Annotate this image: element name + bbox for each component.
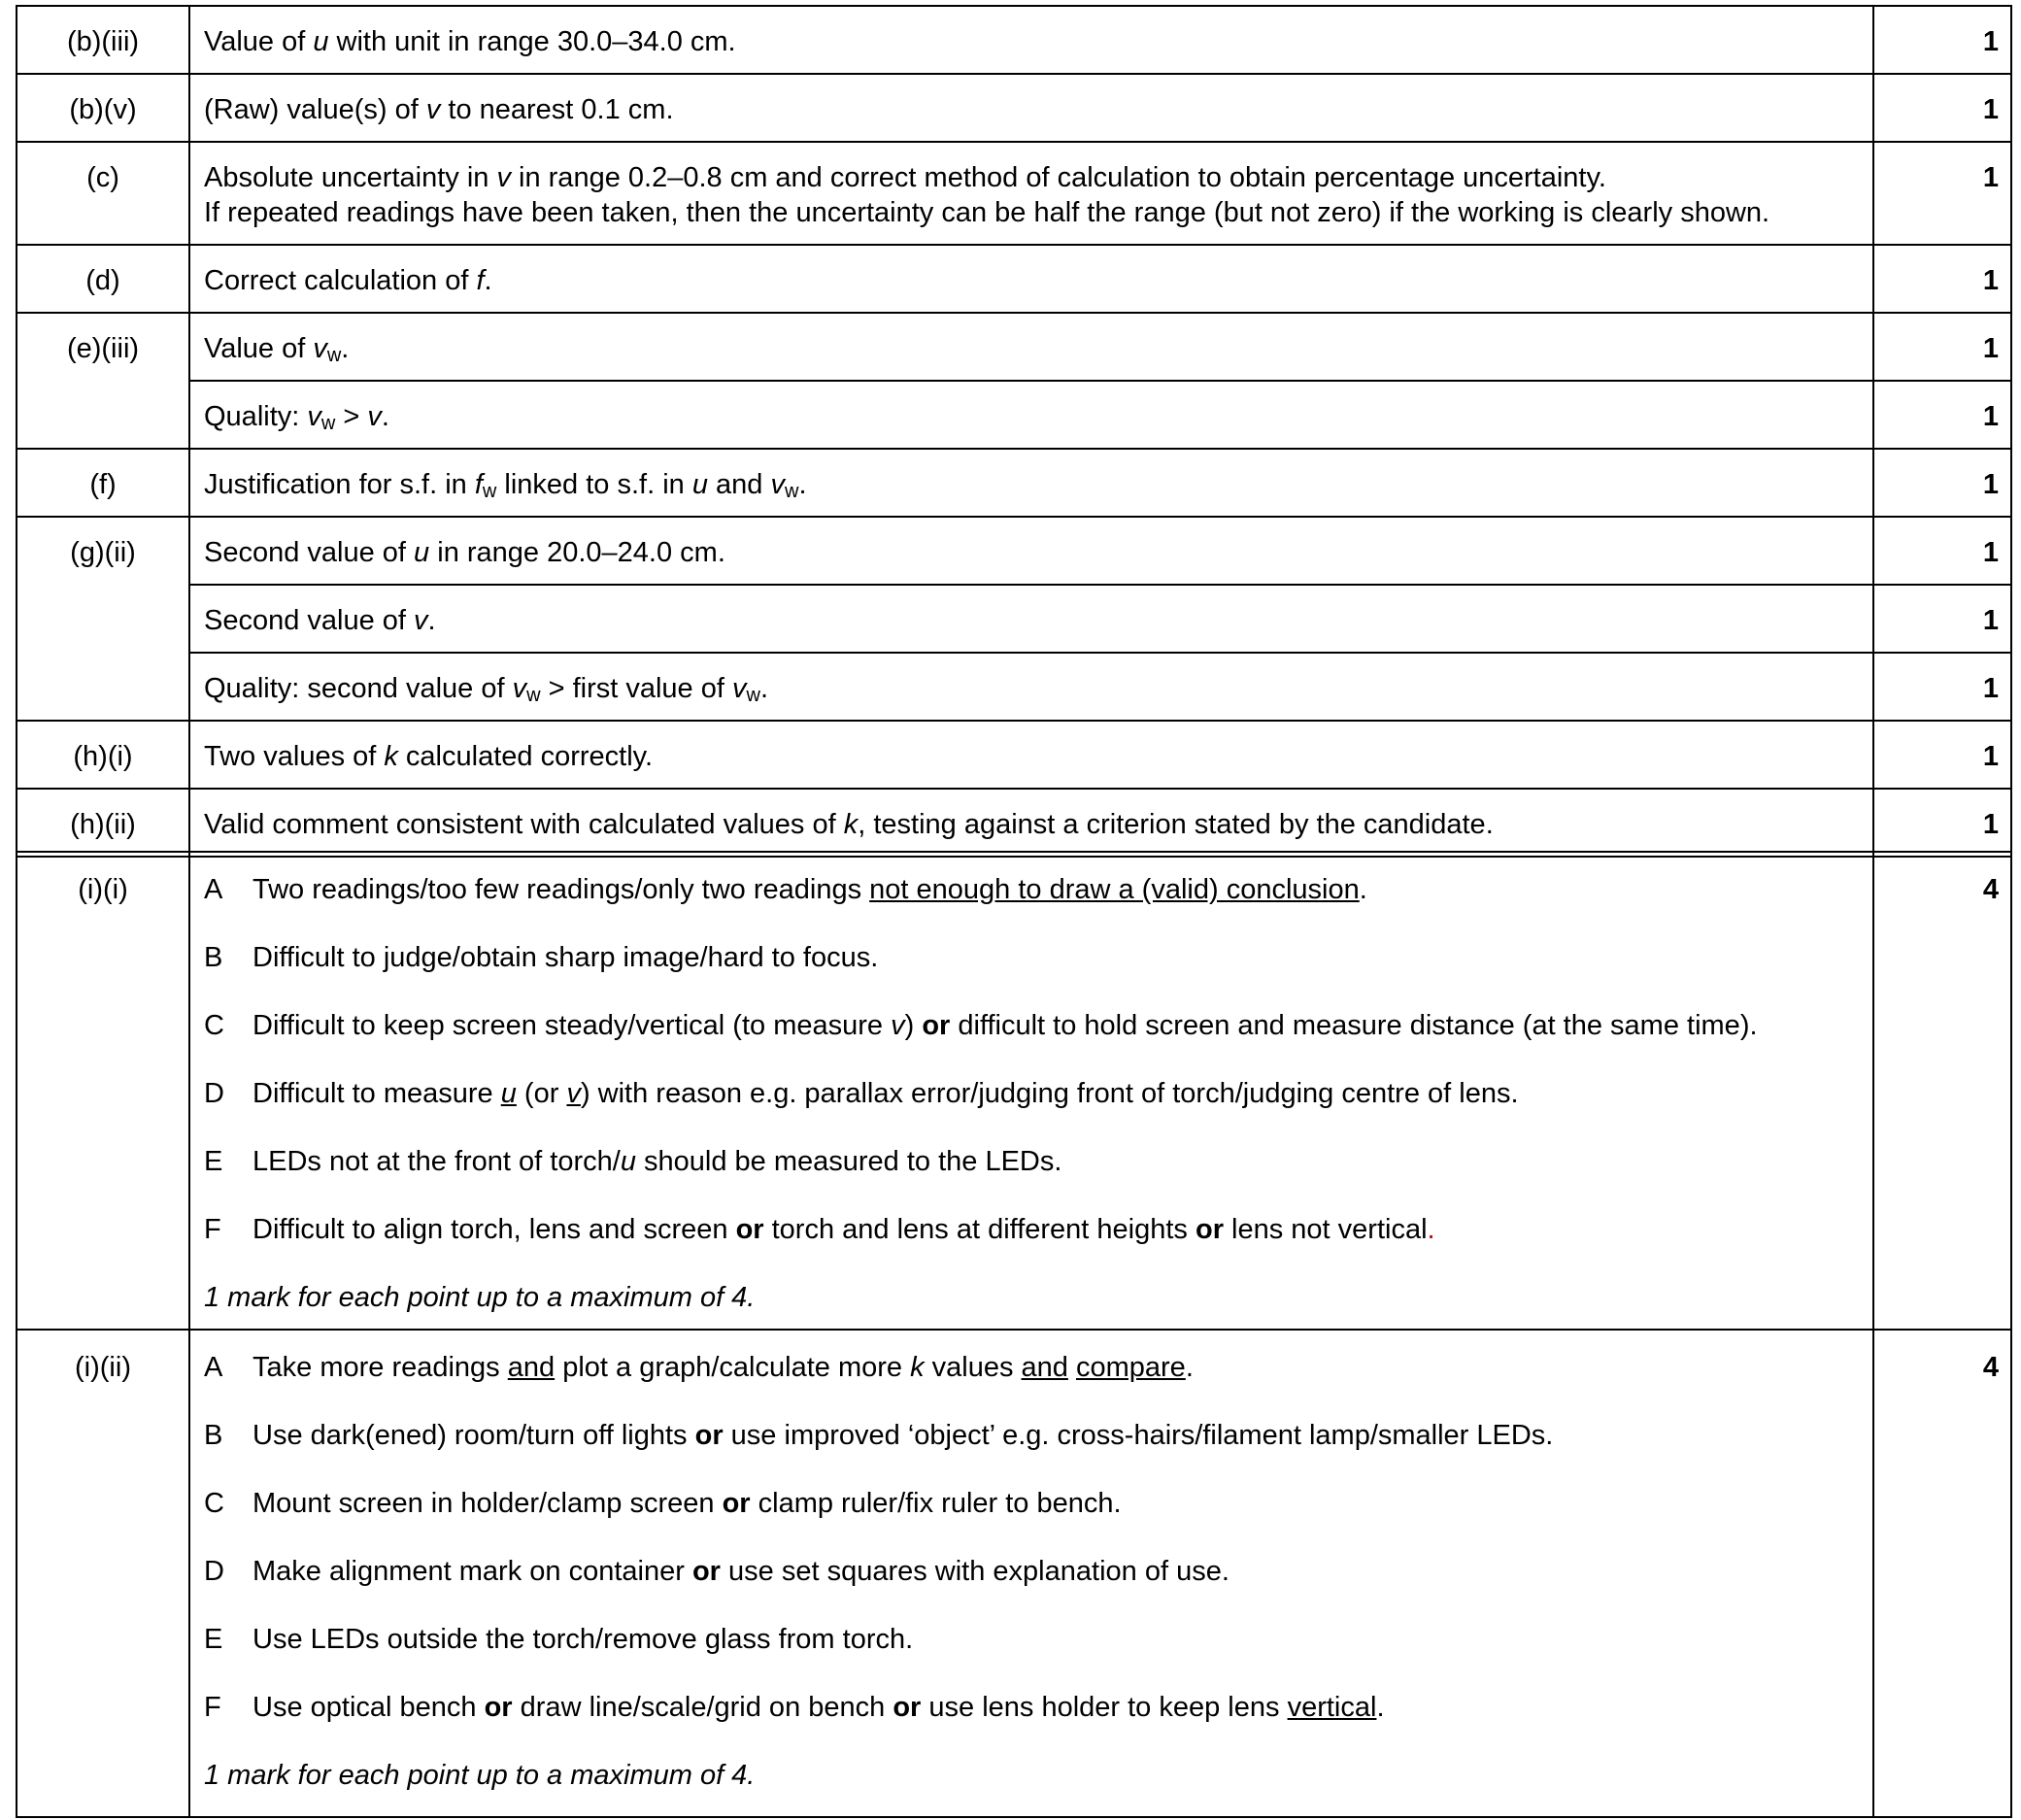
table-row xyxy=(17,142,2011,245)
point-text: Difficult to measure u (or v) with reason e.g. parallax error/judging front of torch/judging centre of lens. xyxy=(253,1078,1519,1109)
point-letter: F xyxy=(204,1214,221,1245)
point-letter: A xyxy=(204,874,223,905)
point-text: Use optical bench or draw line/scale/grid on bench or use lens holder to keep lens vertical. xyxy=(253,1692,1385,1723)
mark-value: 1 xyxy=(1873,245,2011,313)
table-row xyxy=(17,245,2011,313)
point-letter: B xyxy=(204,942,223,973)
mark-value: 1 xyxy=(1873,653,2011,721)
point-letter: E xyxy=(204,1146,223,1177)
guidance-list xyxy=(189,1330,1873,1817)
table-row xyxy=(17,381,2011,449)
point-text: Use LEDs outside the torch/remove glass from torch. xyxy=(253,1624,914,1655)
table-row xyxy=(17,585,2011,653)
point-letter: C xyxy=(204,1488,224,1519)
table-row xyxy=(17,653,2011,721)
guidance-text: Absolute uncertainty in v in range 0.2–0.8 cm and correct method of calculation to obtain percentage uncertainty. If repeated readings have been taken, then the uncertainty can be half the range (but not zero) if the working is clearly shown. xyxy=(189,142,1873,245)
marking-point xyxy=(204,940,1859,1008)
mark-value: 1 xyxy=(1873,721,2011,789)
table-row xyxy=(17,517,2011,585)
marking-point xyxy=(204,1144,1859,1212)
point-text: Difficult to keep screen steady/vertical (to measure v) or difficult to hold screen and measure distance (at the same time). xyxy=(253,1010,1758,1041)
table-row xyxy=(17,1330,2011,1817)
guidance-text: Correct calculation of f. xyxy=(189,245,1873,313)
point-text: Two readings/too few readings/only two readings not enough to draw a (valid) conclusion. xyxy=(253,874,1367,905)
marking-note: 1 mark for each point up to a maximum of 4. xyxy=(204,1760,756,1791)
table-row xyxy=(17,721,2011,789)
table-row xyxy=(17,313,2011,381)
mark-value: 1 xyxy=(1873,517,2011,585)
question-number: (f) xyxy=(17,449,189,517)
table-row xyxy=(17,6,2011,74)
mark-value: 1 xyxy=(1873,74,2011,142)
guidance-text: Valid comment consistent with calculated values of k, testing against a criterion stated by the candidate. xyxy=(189,789,1873,857)
point-letter: E xyxy=(204,1624,223,1655)
guidance-text: Value of $v_w$. xyxy=(189,313,1873,381)
table-row xyxy=(17,789,2011,857)
marking-point xyxy=(204,1008,1859,1076)
marking-point xyxy=(204,1622,1859,1690)
point-text: Difficult to align torch, lens and screen or torch and lens at different heights or lens not vertical. xyxy=(253,1214,1435,1245)
guidance-text: (Raw) value(s) of v to nearest 0.1 cm. xyxy=(189,74,1873,142)
mark-value: 1 xyxy=(1873,585,2011,653)
question-number: (h)(i) xyxy=(17,721,189,789)
point-letter: F xyxy=(204,1692,221,1723)
table-row xyxy=(17,852,2011,1330)
point-text: Use dark(ened) room/turn off lights or use improved ‘object’ e.g. cross-hairs/filament lamp/smaller LEDs. xyxy=(253,1420,1554,1451)
guidance-text: Justification for s.f. in $f_w$ linked to s.f. in u and $v_w$. xyxy=(189,449,1873,517)
mark-value: 1 xyxy=(1873,381,2011,449)
point-text: Make alignment mark on container or use set squares with explanation of use. xyxy=(253,1556,1229,1587)
guidance-list xyxy=(189,852,1873,1330)
marking-point xyxy=(204,1076,1859,1144)
guidance-text: Quality: $v_w > v$. xyxy=(189,381,1873,449)
guidance-text: Quality: second value of $v_w$ > first value of $v_w$. xyxy=(189,653,1873,721)
question-number: (c) xyxy=(17,142,189,245)
point-letter: B xyxy=(204,1420,223,1451)
marking-point xyxy=(204,1350,1859,1418)
guidance-text: Value of u with unit in range 30.0–34.0 cm. xyxy=(189,6,1873,74)
point-letter: A xyxy=(204,1352,223,1383)
mark-value: 4 xyxy=(1873,1330,2011,1817)
mark-scheme-table-lower xyxy=(16,851,2012,1818)
question-number: (b)(v) xyxy=(17,74,189,142)
mark-scheme-table-upper xyxy=(16,5,2012,858)
marking-point xyxy=(204,1418,1859,1486)
point-letter: C xyxy=(204,1010,224,1041)
question-number: (i)(i) xyxy=(17,852,189,1330)
point-letter: D xyxy=(204,1078,224,1109)
marking-point xyxy=(204,1690,1859,1758)
point-text: LEDs not at the front of torch/u should be measured to the LEDs. xyxy=(253,1146,1062,1177)
mark-value: 1 xyxy=(1873,313,2011,381)
point-letter: D xyxy=(204,1556,224,1587)
marking-point xyxy=(204,1554,1859,1622)
point-text: Take more readings and plot a graph/calculate more k values and compare. xyxy=(253,1352,1194,1383)
question-number: (d) xyxy=(17,245,189,313)
mark-value: 1 xyxy=(1873,142,2011,245)
mark-value: 1 xyxy=(1873,789,2011,857)
marking-point xyxy=(204,1486,1859,1554)
guidance-text: Two values of k calculated correctly. xyxy=(189,721,1873,789)
marking-note: 1 mark for each point up to a maximum of 4. xyxy=(204,1282,756,1313)
table-row xyxy=(17,74,2011,142)
mark-value: 1 xyxy=(1873,449,2011,517)
question-number: (h)(ii) xyxy=(17,789,189,857)
mark-value: 1 xyxy=(1873,6,2011,74)
point-text: Mount screen in holder/clamp screen or clamp ruler/fix ruler to bench. xyxy=(253,1488,1122,1519)
question-number: (i)(ii) xyxy=(17,1330,189,1817)
question-number: (b)(iii) xyxy=(17,6,189,74)
marking-point xyxy=(204,1212,1859,1280)
mark-value: 4 xyxy=(1873,852,2011,1330)
question-number: (e)(iii) xyxy=(17,313,189,449)
guidance-text: Second value of u in range 20.0–24.0 cm. xyxy=(189,517,1873,585)
table-row xyxy=(17,449,2011,517)
marking-point xyxy=(204,872,1859,940)
point-text: Difficult to judge/obtain sharp image/hard to focus. xyxy=(253,942,879,973)
guidance-text: Second value of v. xyxy=(189,585,1873,653)
question-number: (g)(ii) xyxy=(17,517,189,721)
